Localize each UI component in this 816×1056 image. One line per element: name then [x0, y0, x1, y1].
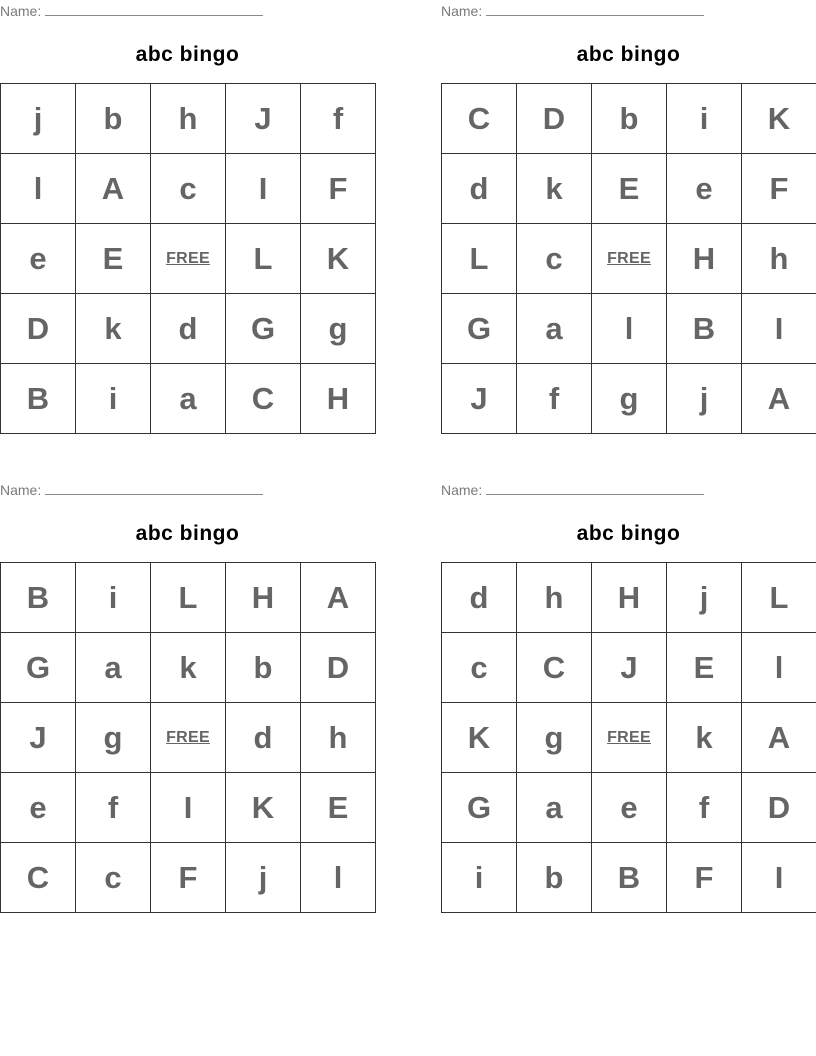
- name-blank-line: [486, 3, 704, 16]
- free-space-cell: FREE: [592, 703, 667, 773]
- grid-cell: C: [517, 633, 592, 703]
- name-blank-line: [45, 3, 263, 16]
- grid-cell: G: [442, 773, 517, 843]
- grid-cell: j: [226, 843, 301, 913]
- grid-cell: c: [517, 224, 592, 294]
- grid-cell: D: [1, 294, 76, 364]
- free-space-cell: FREE: [151, 224, 226, 294]
- grid-row: [442, 843, 816, 913]
- card-title: abc bingo: [576, 43, 681, 66]
- free-space-cell: FREE: [151, 703, 226, 773]
- grid-cell: F: [151, 843, 226, 913]
- grid-cell: H: [301, 364, 376, 434]
- grid-row: [442, 364, 816, 434]
- name-field: [0, 481, 263, 499]
- grid-row: [1, 703, 376, 773]
- grid-cell: l: [592, 294, 667, 364]
- grid-cell: D: [301, 633, 376, 703]
- grid-cell: j: [667, 563, 742, 633]
- name-blank-line: [486, 482, 704, 495]
- grid-cell: d: [442, 154, 517, 224]
- grid-row: [1, 843, 376, 913]
- grid-cell: J: [442, 364, 517, 434]
- grid-cell: B: [1, 563, 76, 633]
- name-field: [441, 481, 704, 499]
- grid-cell: E: [592, 154, 667, 224]
- grid-cell: E: [76, 224, 151, 294]
- grid-cell: a: [76, 633, 151, 703]
- grid-cell: g: [592, 364, 667, 434]
- grid-cell: b: [226, 633, 301, 703]
- grid-row: [1, 563, 376, 633]
- grid-cell: A: [76, 154, 151, 224]
- grid-cell: J: [226, 84, 301, 154]
- grid-cell: F: [742, 154, 816, 224]
- free-space-cell: FREE: [592, 224, 667, 294]
- grid-row: [1, 154, 376, 224]
- grid-cell: d: [442, 563, 517, 633]
- grid-cell: i: [667, 84, 742, 154]
- grid-cell: B: [592, 843, 667, 913]
- grid-cell: h: [301, 703, 376, 773]
- grid-cell: i: [442, 843, 517, 913]
- card-title: abc bingo: [576, 522, 681, 545]
- grid-row: [1, 773, 376, 843]
- grid-row: [442, 84, 816, 154]
- grid-cell: k: [517, 154, 592, 224]
- grid-cell: L: [442, 224, 517, 294]
- grid-cell: L: [742, 563, 816, 633]
- grid-cell: j: [667, 364, 742, 434]
- grid-cell: L: [226, 224, 301, 294]
- grid-cell: K: [442, 703, 517, 773]
- grid-row: [1, 84, 376, 154]
- grid-row: [442, 154, 816, 224]
- grid-cell: F: [301, 154, 376, 224]
- grid-cell: i: [76, 364, 151, 434]
- grid-cell: h: [517, 563, 592, 633]
- bingo-grid: [441, 562, 816, 913]
- grid-cell: e: [667, 154, 742, 224]
- grid-cell: E: [301, 773, 376, 843]
- grid-row: [442, 224, 816, 294]
- grid-cell: G: [442, 294, 517, 364]
- grid-cell: A: [742, 364, 816, 434]
- grid-cell: I: [742, 843, 816, 913]
- grid-cell: K: [301, 224, 376, 294]
- grid-cell: C: [1, 843, 76, 913]
- grid-cell: G: [1, 633, 76, 703]
- grid-cell: j: [1, 84, 76, 154]
- grid-cell: e: [1, 773, 76, 843]
- grid-cell: a: [517, 773, 592, 843]
- grid-cell: b: [592, 84, 667, 154]
- grid-cell: a: [151, 364, 226, 434]
- grid-cell: b: [517, 843, 592, 913]
- grid-cell: g: [301, 294, 376, 364]
- name-blank-line: [45, 482, 263, 495]
- name-label: Name:: [0, 482, 42, 498]
- name-label: Name:: [441, 3, 483, 19]
- grid-row: [442, 563, 816, 633]
- grid-cell: l: [301, 843, 376, 913]
- grid-cell: h: [742, 224, 816, 294]
- grid-cell: L: [151, 563, 226, 633]
- grid-cell: F: [667, 843, 742, 913]
- grid-cell: l: [742, 633, 816, 703]
- grid-cell: g: [76, 703, 151, 773]
- grid-cell: i: [76, 563, 151, 633]
- grid-cell: g: [517, 703, 592, 773]
- bingo-grid: [0, 83, 376, 434]
- grid-row: [442, 633, 816, 703]
- grid-cell: d: [226, 703, 301, 773]
- grid-cell: K: [226, 773, 301, 843]
- grid-cell: f: [517, 364, 592, 434]
- grid-cell: D: [517, 84, 592, 154]
- grid-cell: e: [592, 773, 667, 843]
- grid-row: [442, 773, 816, 843]
- bingo-grid: [0, 562, 376, 913]
- grid-cell: e: [1, 224, 76, 294]
- grid-cell: c: [442, 633, 517, 703]
- grid-cell: C: [442, 84, 517, 154]
- grid-cell: k: [667, 703, 742, 773]
- grid-cell: D: [742, 773, 816, 843]
- grid-cell: C: [226, 364, 301, 434]
- grid-cell: k: [151, 633, 226, 703]
- grid-cell: B: [1, 364, 76, 434]
- grid-cell: I: [151, 773, 226, 843]
- grid-cell: K: [742, 84, 816, 154]
- bingo-grid: [441, 83, 816, 434]
- grid-row: [442, 703, 816, 773]
- grid-cell: H: [226, 563, 301, 633]
- grid-row: [1, 364, 376, 434]
- name-field: [0, 2, 263, 20]
- grid-cell: l: [1, 154, 76, 224]
- grid-cell: J: [592, 633, 667, 703]
- grid-cell: H: [592, 563, 667, 633]
- grid-cell: I: [742, 294, 816, 364]
- grid-row: [1, 633, 376, 703]
- grid-cell: c: [76, 843, 151, 913]
- name-label: Name:: [0, 3, 42, 19]
- grid-row: [1, 224, 376, 294]
- card-title: abc bingo: [135, 43, 240, 66]
- grid-cell: I: [226, 154, 301, 224]
- grid-cell: a: [517, 294, 592, 364]
- grid-cell: A: [742, 703, 816, 773]
- grid-cell: J: [1, 703, 76, 773]
- name-field: [441, 2, 704, 20]
- grid-row: [442, 294, 816, 364]
- grid-cell: H: [667, 224, 742, 294]
- grid-cell: f: [667, 773, 742, 843]
- grid-cell: G: [226, 294, 301, 364]
- grid-cell: h: [151, 84, 226, 154]
- grid-cell: c: [151, 154, 226, 224]
- card-title: abc bingo: [135, 522, 240, 545]
- grid-cell: b: [76, 84, 151, 154]
- grid-cell: f: [301, 84, 376, 154]
- name-label: Name:: [441, 482, 483, 498]
- grid-row: [1, 294, 376, 364]
- grid-cell: A: [301, 563, 376, 633]
- grid-cell: k: [76, 294, 151, 364]
- grid-cell: B: [667, 294, 742, 364]
- grid-cell: d: [151, 294, 226, 364]
- grid-cell: E: [667, 633, 742, 703]
- grid-cell: f: [76, 773, 151, 843]
